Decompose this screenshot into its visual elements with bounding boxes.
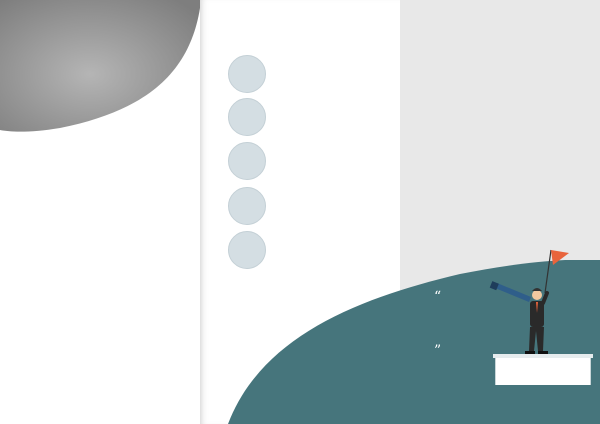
- feature-circle: [228, 142, 266, 180]
- right-page: [400, 0, 600, 424]
- businessman-with-telescope-illustration: [485, 245, 595, 385]
- feature-row: [228, 187, 400, 225]
- body-text: [432, 51, 572, 231]
- close-quote-icon: ”: [434, 343, 442, 359]
- feature-row: [228, 142, 400, 180]
- feature-row: [228, 55, 400, 93]
- body-text: [33, 184, 168, 334]
- feature-circle: [228, 187, 266, 225]
- stacked-bar-chart: [30, 345, 160, 415]
- feature-row: [228, 98, 400, 136]
- left-page: [0, 0, 200, 424]
- feature-circle: [228, 55, 266, 93]
- feature-circle: [228, 98, 266, 136]
- open-quote-icon: “: [434, 289, 442, 305]
- coins-banner: [0, 0, 200, 135]
